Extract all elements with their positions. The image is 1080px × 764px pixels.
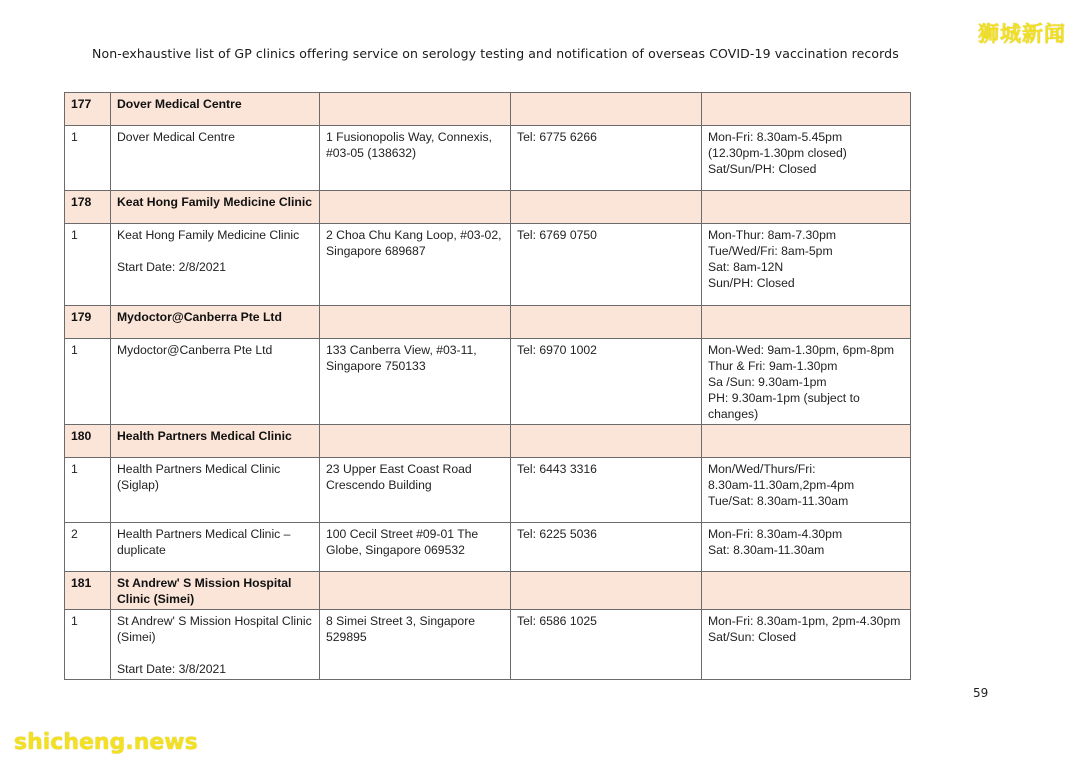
address-line: Globe, Singapore 069532 — [326, 543, 465, 557]
clinic-phone: Tel: 6225 5036 — [511, 523, 702, 572]
hours-line: Sat: 8am-12N — [708, 260, 784, 274]
clinic-phone: Tel: 6586 1025 — [511, 610, 702, 680]
clinic-hours — [702, 126, 911, 191]
clinic-name: Mydoctor@Canberra Pte Ltd — [117, 343, 273, 357]
clinic-phone: Tel: 6775 6266 — [511, 126, 702, 191]
clinic-name: Keat Hong Family Medicine Clinic — [117, 228, 300, 242]
clinic-group-row — [65, 191, 911, 224]
clinic-hours — [702, 339, 911, 425]
group-number: 180 — [65, 425, 111, 458]
hours-line: Sat/Sun: Closed — [708, 630, 797, 644]
group-name: St Andrew' S Mission Hospital Clinic (Simei) — [111, 572, 320, 610]
clinic-address — [320, 458, 511, 523]
hours-line: 8.30am-11.30am,2pm-4pm — [708, 478, 855, 492]
group-empty-cell — [702, 306, 911, 339]
group-number: 177 — [65, 93, 111, 126]
group-empty-cell — [702, 425, 911, 458]
hours-line: PH: 9.30am-1pm (subject to changes) — [708, 391, 860, 421]
hours-line: Mon/Wed/Thurs/Fri: — [708, 462, 816, 476]
group-empty-cell — [320, 306, 511, 339]
hours-line: Mon-Thur: 8am-7.30pm — [708, 228, 837, 242]
watermark-top: 狮城新闻 — [978, 22, 1066, 46]
group-empty-cell — [511, 306, 702, 339]
group-empty-cell — [702, 191, 911, 224]
clinic-number: 1 — [65, 339, 111, 425]
clinic-number: 1 — [65, 610, 111, 680]
clinic-name: Health Partners Medical Clinic – duplicate — [117, 527, 291, 557]
clinic-name-cell — [111, 224, 320, 306]
clinic-name: Health Partners Medical Clinic (Siglap) — [117, 462, 281, 492]
clinic-number: 1 — [65, 458, 111, 523]
hours-line: Tue/Wed/Fri: 8am-5pm — [708, 244, 833, 258]
address-line: #03-05 (138632) — [326, 146, 417, 160]
clinic-address — [320, 224, 511, 306]
group-empty-cell — [320, 425, 511, 458]
clinic-phone: Tel: 6970 1002 — [511, 339, 702, 425]
start-date: Start Date: 2/8/2021 — [117, 260, 227, 274]
group-name: Dover Medical Centre — [111, 93, 320, 126]
clinic-group-row — [65, 306, 911, 339]
address-line: 1 Fusionopolis Way, Connexis, — [326, 130, 492, 144]
clinic-group-row — [65, 93, 911, 126]
hours-line: Sat/Sun/PH: Closed — [708, 162, 817, 176]
clinic-row — [65, 224, 911, 306]
group-name: Keat Hong Family Medicine Clinic — [111, 191, 320, 224]
hours-line: Mon-Wed: 9am-1.30pm, 6pm-8pm — [708, 343, 895, 357]
clinic-hours — [702, 610, 911, 680]
address-line: 8 Simei Street 3, Singapore — [326, 614, 476, 628]
address-line: 529895 — [326, 630, 367, 644]
address-line: 133 Canberra View, #03-11, — [326, 343, 477, 357]
group-empty-cell — [511, 425, 702, 458]
hours-line: Tue/Sat: 8.30am-11.30am — [708, 494, 849, 508]
group-number: 181 — [65, 572, 111, 610]
clinic-row — [65, 458, 911, 523]
clinic-table — [64, 92, 911, 680]
clinic-group-row — [65, 572, 911, 610]
clinic-hours — [702, 224, 911, 306]
clinic-name-cell — [111, 523, 320, 572]
clinic-number: 1 — [65, 224, 111, 306]
group-empty-cell — [320, 572, 511, 610]
spacer — [117, 243, 313, 259]
clinic-address — [320, 126, 511, 191]
hours-line: (12.30pm-1.30pm closed) — [708, 146, 847, 160]
clinic-table-body — [65, 93, 911, 680]
group-empty-cell — [702, 572, 911, 610]
clinic-name-cell — [111, 610, 320, 680]
clinic-group-row — [65, 425, 911, 458]
clinic-name-cell — [111, 458, 320, 523]
group-number: 179 — [65, 306, 111, 339]
clinic-address — [320, 339, 511, 425]
clinic-hours — [702, 523, 911, 572]
document-title: Non-exhaustive list of GP clinics offering service on serology testing and notification of overseas COVID-19 vaccination records — [92, 46, 899, 61]
address-line: Crescendo Building — [326, 478, 432, 492]
clinic-row — [65, 523, 911, 572]
hours-line: Mon-Fri: 8.30am-5.45pm — [708, 130, 843, 144]
hours-line: Sa /Sun: 9.30am-1pm — [708, 375, 827, 389]
group-empty-cell — [702, 93, 911, 126]
start-date: Start Date: 3/8/2021 — [117, 662, 227, 676]
clinic-name-cell — [111, 339, 320, 425]
group-name: Mydoctor@Canberra Pte Ltd — [111, 306, 320, 339]
clinic-phone: Tel: 6769 0750 — [511, 224, 702, 306]
address-line: Singapore 750133 — [326, 359, 426, 373]
group-name: Health Partners Medical Clinic — [111, 425, 320, 458]
hours-line: Mon-Fri: 8.30am-4.30pm — [708, 527, 843, 541]
group-empty-cell — [511, 93, 702, 126]
clinic-address — [320, 610, 511, 680]
hours-line: Thur & Fri: 9am-1.30pm — [708, 359, 838, 373]
hours-line: Sun/PH: Closed — [708, 276, 795, 290]
address-line: 23 Upper East Coast Road — [326, 462, 472, 476]
clinic-name: St Andrew' S Mission Hospital Clinic (Simei) — [117, 614, 312, 644]
page-number: 59 — [973, 686, 989, 700]
clinic-number: 2 — [65, 523, 111, 572]
hours-line: Sat: 8.30am-11.30am — [708, 543, 825, 557]
clinic-number: 1 — [65, 126, 111, 191]
address-line: 100 Cecil Street #09-01 The — [326, 527, 479, 541]
address-line: Singapore 689687 — [326, 244, 426, 258]
group-empty-cell — [320, 191, 511, 224]
hours-line: Mon-Fri: 8.30am-1pm, 2pm-4.30pm — [708, 614, 901, 628]
clinic-row — [65, 339, 911, 425]
address-line: 2 Choa Chu Kang Loop, #03-02, — [326, 228, 502, 242]
clinic-name: Dover Medical Centre — [117, 130, 235, 144]
clinic-row — [65, 126, 911, 191]
clinic-name-cell — [111, 126, 320, 191]
group-number: 178 — [65, 191, 111, 224]
clinic-row — [65, 610, 911, 680]
clinic-phone: Tel: 6443 3316 — [511, 458, 702, 523]
spacer — [117, 645, 313, 661]
clinic-address — [320, 523, 511, 572]
group-empty-cell — [511, 572, 702, 610]
group-empty-cell — [320, 93, 511, 126]
watermark-bottom: shicheng.news — [14, 730, 198, 755]
clinic-hours — [702, 458, 911, 523]
group-empty-cell — [511, 191, 702, 224]
